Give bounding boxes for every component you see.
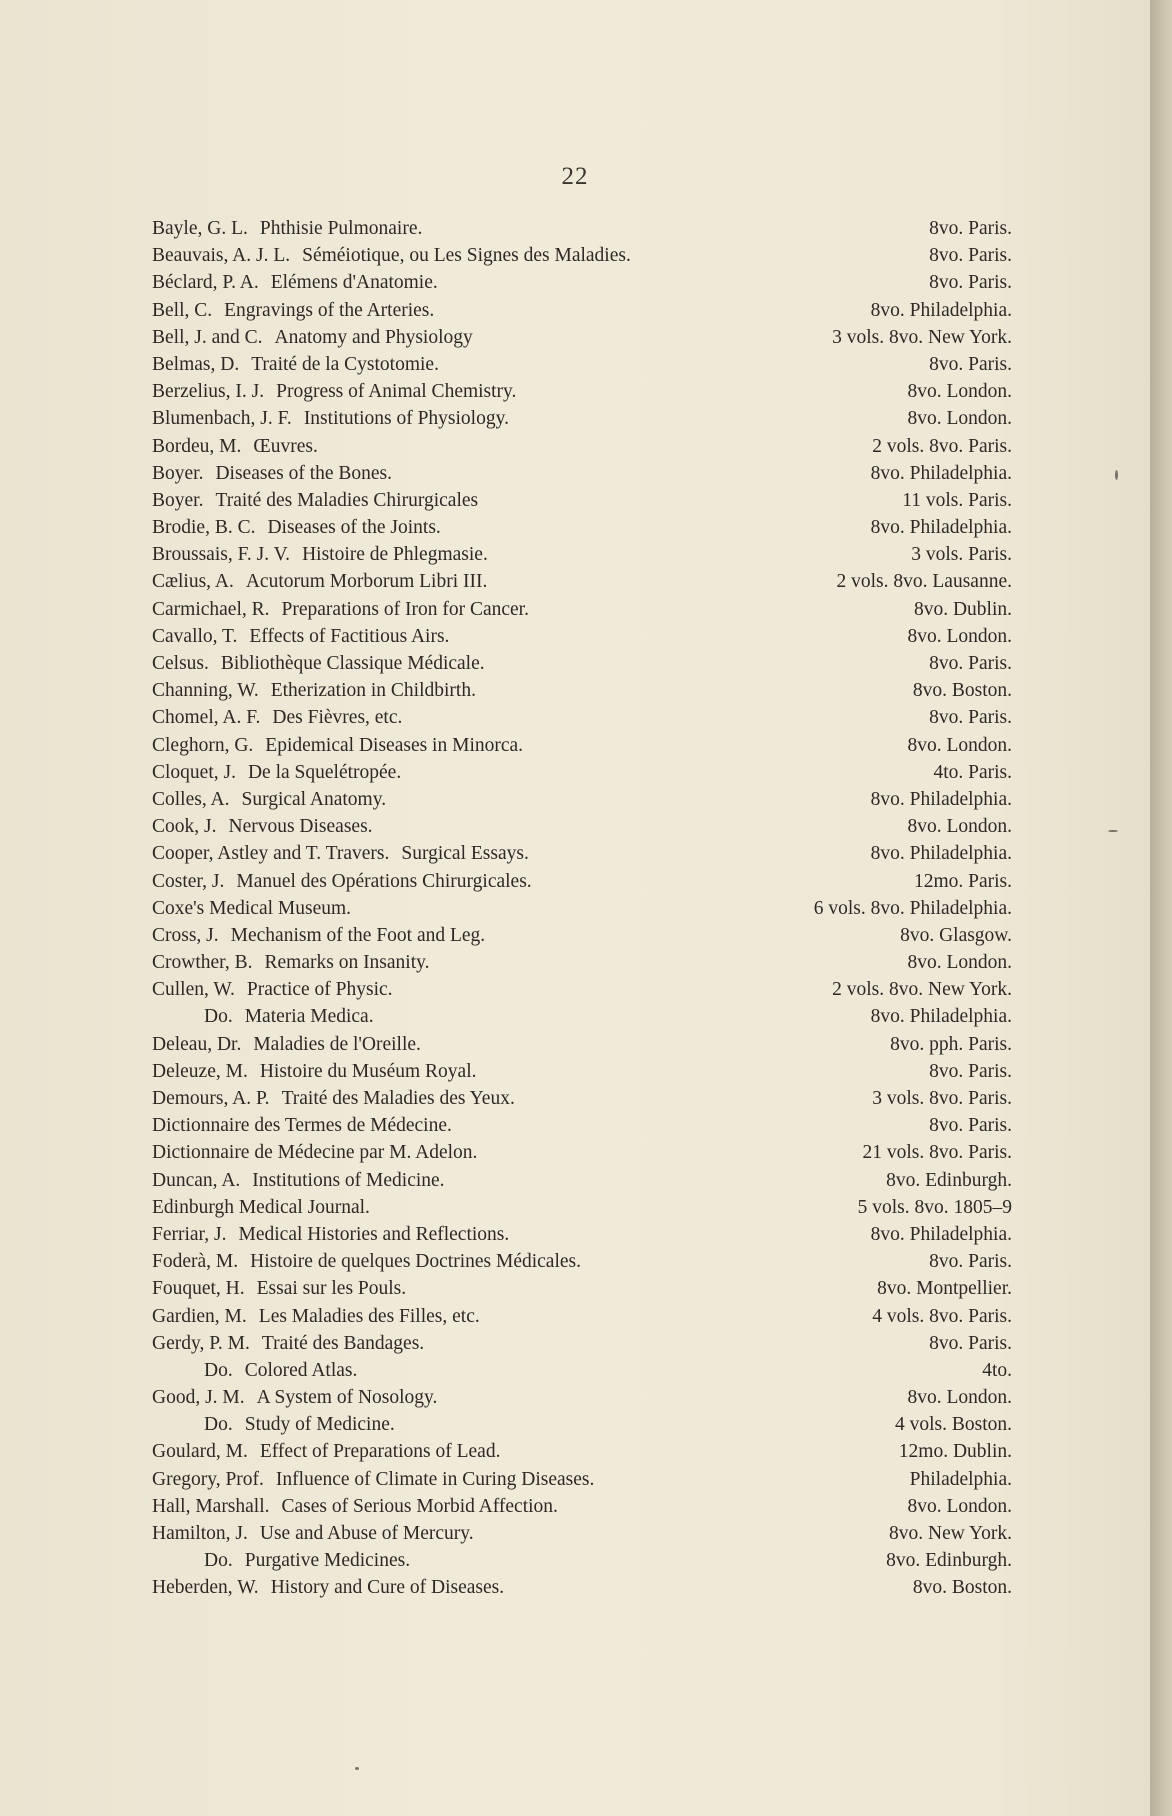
entry-author: Coster, J. [152, 870, 225, 892]
entry-title: Les Maladies des Filles, etc. [258, 1305, 480, 1327]
entry-author: Celsus. [152, 653, 209, 674]
entry-author: Bayle, G. L. [152, 218, 248, 239]
entry-author: Berzelius, I. J. [152, 381, 265, 403]
bibliography-entry [152, 626, 1012, 653]
entry-author: Crowther, B. [152, 952, 253, 974]
entry-title: Acutorum Morborum Libri III. [245, 571, 488, 593]
bibliography-entry [152, 1170, 1012, 1197]
entry-citation [152, 490, 478, 512]
entry-title: Diseases of the Bones. [215, 462, 393, 484]
entry-author: Ferriar, J. [152, 1223, 227, 1245]
bibliography-entry [152, 1251, 1012, 1278]
entry-citation [152, 272, 438, 294]
entry-details: 8vo. Paris. [929, 1332, 1012, 1354]
entry-citation [152, 1088, 515, 1110]
entry-details: 8vo. London. [907, 625, 1012, 647]
entry-citation [152, 653, 485, 675]
entry-author: Edinburgh Medical Journal. [152, 1196, 370, 1218]
entry-author: Gerdy, P. M. [152, 1332, 250, 1354]
entry-title: Purgative Medicines. [244, 1550, 411, 1572]
entry-citation [152, 408, 509, 430]
bibliography-entry [152, 1034, 1012, 1061]
entry-details: Philadelphia. [909, 1468, 1012, 1490]
entry-author: Cook, J. [152, 816, 217, 838]
entry-details: 3 vols. Paris. [911, 544, 1012, 566]
entry-details: 4 vols. 8vo. Paris. [872, 1305, 1012, 1327]
entry-title: Cases of Serious Morbid Affection. [281, 1495, 558, 1517]
entry-citation [152, 436, 318, 458]
entry-title: Diseases of the Joints. [267, 517, 441, 539]
entry-author: Carmichael, R. [152, 598, 270, 620]
bibliography-entry [152, 517, 1012, 544]
bibliography-entry [152, 354, 1012, 381]
entry-author: Gregory, Prof. [152, 1468, 264, 1490]
entry-author: Fouquet, H. [152, 1278, 245, 1300]
entry-title: Phthisie Pulmonaire. [259, 218, 423, 239]
bibliography-entry [152, 925, 1012, 952]
entry-citation [152, 327, 473, 349]
entry-details: 8vo. Edinburgh. [886, 1550, 1012, 1572]
entry-title: Bibliothèque Classique Médicale. [220, 653, 485, 674]
entry-citation [152, 1306, 480, 1328]
entry-details: 8vo. Philadelphia. [870, 788, 1012, 810]
entry-details: 8vo. London. [907, 381, 1012, 403]
bibliography-entry [152, 1061, 1012, 1088]
entry-title: Institutions of Medicine. [252, 1169, 445, 1191]
entry-author: Goulard, M. [152, 1441, 248, 1463]
entry-author: Boyer. [152, 489, 204, 511]
entry-details: 8vo. Paris. [929, 272, 1012, 294]
entry-details: 8vo. Glasgow. [900, 924, 1012, 946]
page-number: 22 [561, 163, 589, 190]
entry-details: 8vo. Paris. [929, 1060, 1012, 1082]
entry-details: 8vo. London. [907, 1495, 1012, 1517]
entry-title: Essai sur les Pouls. [256, 1278, 407, 1300]
entry-citation [152, 1387, 437, 1409]
entry-details: 8vo. Paris. [929, 353, 1012, 375]
entry-citation [152, 300, 434, 322]
entry-details: 8vo. London. [907, 734, 1012, 756]
entry-author: Duncan, A. [152, 1169, 241, 1191]
bibliography-entry [152, 300, 1012, 327]
bibliography-entry [152, 762, 1012, 789]
entry-title: Colored Atlas. [244, 1359, 358, 1381]
entry-citation [204, 1414, 395, 1436]
bibliography-entry [152, 1197, 1012, 1224]
entry-details: 8vo. Philadelphia. [870, 843, 1012, 865]
entry-citation [152, 898, 363, 920]
bibliography-entry [152, 1469, 1012, 1496]
entry-details: 8vo. London. [907, 408, 1012, 430]
bibliography-entry [152, 1441, 1012, 1468]
entry-details: 8vo. Philadelphia. [870, 517, 1012, 539]
entry-citation [152, 571, 487, 593]
entry-author: Hall, Marshall. [152, 1495, 270, 1517]
entry-details: 2 vols. 8vo. Paris. [872, 435, 1012, 457]
entry-author: Hamilton, J. [152, 1523, 248, 1544]
entry-citation [152, 1115, 464, 1137]
entry-details: 8vo. London. [907, 1387, 1012, 1409]
entry-details: 12mo. Dublin. [898, 1441, 1012, 1463]
entry-details: 8vo. Paris. [929, 653, 1012, 674]
entry-author: Foderà, M. [152, 1251, 239, 1273]
entry-citation [152, 871, 532, 893]
bibliography-list [152, 218, 1012, 1605]
bibliography-entry [152, 1523, 1012, 1550]
entry-author: Cavallo, T. [152, 625, 238, 647]
entry-details: 4to. Paris. [933, 761, 1012, 783]
bibliography-entry [152, 1360, 1012, 1387]
entry-title: Œuvres. [253, 435, 318, 457]
entry-author: Demours, A. P. [152, 1088, 270, 1109]
entry-citation [152, 816, 373, 838]
bibliography-entry [152, 1333, 1012, 1360]
entry-title: Etherization in Childbirth. [270, 680, 476, 702]
entry-title: Surgical Essays. [401, 843, 529, 865]
entry-author: Bordeu, M. [152, 435, 242, 457]
bibliography-entry [152, 653, 1012, 680]
entry-title: Mechanism of the Foot and Leg. [230, 924, 486, 946]
bibliography-entry [152, 979, 1012, 1006]
entry-citation [152, 1251, 581, 1273]
entry-details: 2 vols. 8vo. New York. [832, 979, 1012, 1001]
entry-details: 4 vols. Boston. [894, 1414, 1012, 1436]
entry-citation [152, 952, 430, 974]
entry-title: History and Cure of Diseases. [270, 1577, 505, 1599]
entry-title: Histoire du Muséum Royal. [259, 1060, 477, 1082]
entry-title: Influence of Climate in Curing Diseases. [275, 1468, 595, 1490]
entry-author: Do. [204, 1414, 233, 1436]
entry-citation [152, 680, 476, 702]
entry-title: Surgical Anatomy. [241, 788, 387, 810]
entry-author: Cullen, W. [152, 979, 235, 1001]
entry-details: 3 vols. 8vo. New York. [832, 326, 1012, 348]
entry-details: 8vo. pph. Paris. [890, 1033, 1012, 1055]
bibliography-entry [152, 272, 1012, 299]
entry-title: A System of Nosology. [256, 1387, 438, 1409]
entry-author: Colles, A. [152, 788, 230, 810]
entry-details: 8vo. New York. [889, 1523, 1012, 1544]
entry-author: Beauvais, A. J. L. [152, 245, 291, 267]
entry-citation [152, 1197, 382, 1219]
entry-title: Elémens d'Anatomie. [270, 272, 438, 294]
entry-author: Cross, J. [152, 924, 219, 946]
entry-author: Dictionnaire des Termes de Médecine. [152, 1115, 452, 1137]
bibliography-entry [152, 1387, 1012, 1414]
entry-citation [204, 1550, 410, 1572]
entry-citation [152, 843, 529, 865]
entry-author: Chomel, A. F. [152, 707, 261, 729]
entry-citation [152, 218, 422, 240]
entry-author: Boyer. [152, 462, 204, 484]
entry-citation [152, 735, 523, 757]
entry-citation [152, 626, 449, 648]
entry-details: 2 vols. 8vo. Lausanne. [836, 571, 1012, 593]
entry-author: Cloquet, J. [152, 761, 236, 783]
entry-author: Cleghorn, G. [152, 734, 254, 756]
entry-title: Histoire de Phlegmasie. [302, 544, 488, 566]
entry-author: Deleuze, M. [152, 1060, 248, 1082]
entry-title: Des Fièvres, etc. [272, 707, 403, 729]
bibliography-entry [152, 789, 1012, 816]
entry-citation [152, 544, 488, 566]
entry-details: 21 vols. 8vo. Paris. [862, 1142, 1012, 1164]
entry-citation [152, 517, 441, 539]
entry-author: Coxe's Medical Museum. [152, 897, 352, 919]
bibliography-entry [152, 1496, 1012, 1523]
entry-title: Preparations of Iron for Cancer. [281, 598, 529, 620]
bibliography-entry [152, 463, 1012, 490]
entry-title: Traité des Bandages. [261, 1332, 425, 1354]
bibliography-entry [152, 1550, 1012, 1577]
entry-author: Do. [204, 1550, 233, 1572]
entry-citation [204, 1360, 357, 1382]
bibliography-entry [152, 245, 1012, 272]
bibliography-entry [152, 1006, 1012, 1033]
entry-details: 8vo. Paris. [929, 707, 1012, 729]
entry-citation [152, 381, 516, 403]
entry-citation [152, 1469, 594, 1491]
entry-details: 8vo. Montpellier. [877, 1278, 1012, 1300]
entry-citation [152, 1034, 421, 1056]
entry-title: Anatomy and Physiology [274, 326, 473, 348]
bibliography-entry [152, 952, 1012, 979]
entry-title: Effect of Preparations of Lead. [259, 1441, 501, 1463]
bibliography-entry [152, 707, 1012, 734]
entry-details: 6 vols. 8vo. Philadelphia. [813, 897, 1012, 919]
entry-author: Cooper, Astley and T. Travers. [152, 843, 390, 865]
entry-details: 8vo. Edinburgh. [886, 1169, 1012, 1191]
entry-citation [204, 1006, 374, 1028]
entry-citation [152, 1142, 489, 1164]
bibliography-entry [152, 1577, 1012, 1604]
page-edge [1150, 0, 1172, 1816]
entry-title: Effects of Factitious Airs. [249, 625, 450, 647]
bibliography-entry [152, 218, 1012, 245]
bibliography-entry [152, 1278, 1012, 1305]
bibliography-entry [152, 436, 1012, 463]
bibliography-entry [152, 544, 1012, 571]
entry-author: Do. [204, 1359, 233, 1381]
bibliography-entry [152, 327, 1012, 354]
entry-title: Materia Medica. [244, 1006, 374, 1028]
paper-speck [1108, 830, 1118, 832]
entry-citation [152, 245, 631, 267]
entry-author: Bell, J. and C. [152, 326, 263, 348]
entry-author: Belmas, D. [152, 353, 240, 375]
entry-citation [152, 1496, 558, 1518]
entry-citation [152, 1577, 504, 1599]
entry-details: 8vo. Philadelphia. [870, 299, 1012, 321]
entry-citation [152, 1278, 406, 1300]
entry-citation [152, 979, 393, 1001]
entry-details: 8vo. Dublin. [913, 598, 1012, 620]
entry-details: 8vo. Boston. [912, 680, 1012, 702]
entry-author: Good, J. M. [152, 1387, 245, 1409]
entry-title: Practice of Physic. [246, 979, 393, 1001]
entry-details: 8vo. Philadelphia. [870, 462, 1012, 484]
entry-citation [152, 1224, 509, 1246]
bibliography-entry [152, 816, 1012, 843]
bibliography-entry [152, 408, 1012, 435]
bibliography-entry [152, 898, 1012, 925]
bibliography-entry [152, 1115, 1012, 1142]
entry-title: Use and Abuse of Mercury. [259, 1523, 474, 1544]
entry-details: 5 vols. 8vo. 1805–9 [857, 1196, 1012, 1218]
entry-citation [152, 354, 439, 376]
entry-title: De la Squelétropée. [247, 761, 402, 783]
bibliography-entry [152, 1306, 1012, 1333]
entry-citation [152, 463, 392, 485]
entry-author: Dictionnaire de Médecine par M. Adelon. [152, 1142, 478, 1164]
entry-title: Institutions of Physiology. [303, 408, 509, 430]
entry-details: 3 vols. 8vo. Paris. [872, 1088, 1012, 1109]
entry-title: Traité des Maladies Chirurgicales [215, 489, 479, 511]
bibliography-entry [152, 1224, 1012, 1251]
bibliography-entry [152, 1088, 1012, 1115]
entry-details: 8vo. Boston. [912, 1577, 1012, 1599]
entry-citation [152, 1170, 445, 1192]
entry-details: 4to. [982, 1359, 1012, 1381]
entry-author: Béclard, P. A. [152, 272, 259, 294]
entry-title: Epidemical Diseases in Minorca. [265, 734, 524, 756]
entry-title: Traité des Maladies des Yeux. [281, 1088, 515, 1109]
entry-title: Nervous Diseases. [228, 816, 373, 838]
entry-details: 8vo. Paris. [929, 218, 1012, 239]
entry-details: 8vo. Paris. [929, 245, 1012, 267]
entry-details: 8vo. London. [907, 816, 1012, 838]
entry-author: Channing, W. [152, 680, 259, 702]
bibliography-entry [152, 490, 1012, 517]
entry-citation [152, 1441, 500, 1463]
entry-citation [152, 762, 401, 784]
entry-details: 8vo. Paris. [929, 1251, 1012, 1273]
bibliography-entry [152, 843, 1012, 870]
bibliography-entry [152, 381, 1012, 408]
entry-title: Maladies de l'Oreille. [253, 1033, 421, 1055]
entry-title: Medical Histories and Reflections. [238, 1223, 510, 1245]
entry-citation [152, 599, 529, 621]
paper-speck [355, 1767, 359, 1770]
entry-details: 8vo. Philadelphia. [870, 1223, 1012, 1245]
entry-citation [152, 1333, 424, 1355]
bibliography-entry [152, 735, 1012, 762]
paper-speck [1115, 470, 1118, 480]
entry-title: Histoire de quelques Doctrines Médicales. [250, 1251, 581, 1273]
entry-title: Study of Medicine. [244, 1414, 395, 1436]
entry-title: Manuel des Opérations Chirurgicales. [236, 870, 532, 892]
entry-details: 12mo. Paris. [913, 870, 1012, 892]
entry-author: Deleau, Dr. [152, 1033, 242, 1055]
bibliography-entry [152, 1142, 1012, 1169]
entry-author: Heberden, W. [152, 1577, 259, 1599]
entry-title: Engravings of the Arteries. [224, 299, 435, 321]
entry-title: Traité de la Cystotomie. [251, 353, 439, 375]
bibliography-entry [152, 871, 1012, 898]
entry-author: Cælius, A. [152, 571, 234, 593]
entry-details: 8vo. London. [907, 952, 1012, 974]
entry-citation [152, 1523, 474, 1545]
entry-author: Gardien, M. [152, 1305, 247, 1327]
entry-citation [152, 1061, 477, 1083]
entry-author: Broussais, F. J. V. [152, 544, 291, 566]
entry-author: Blumenbach, J. F. [152, 408, 292, 430]
entry-details: 8vo. Philadelphia. [870, 1006, 1012, 1028]
bibliography-entry [152, 599, 1012, 626]
entry-citation [152, 925, 485, 947]
bibliography-entry [152, 680, 1012, 707]
entry-details: 8vo. Paris. [929, 1115, 1012, 1137]
entry-author: Brodie, B. C. [152, 517, 256, 539]
entry-details: 11 vols. Paris. [902, 489, 1012, 511]
entry-title: Remarks on Insanity. [264, 952, 430, 974]
entry-author: Do. [204, 1006, 233, 1028]
entry-title: Séméiotique, ou Les Signes des Maladies. [302, 245, 631, 267]
entry-title: Progress of Animal Chemistry. [276, 381, 517, 403]
bibliography-entry [152, 1414, 1012, 1441]
entry-citation [152, 789, 386, 811]
entry-author: Bell, C. [152, 299, 213, 321]
entry-citation [152, 707, 402, 729]
bibliography-entry [152, 571, 1012, 598]
